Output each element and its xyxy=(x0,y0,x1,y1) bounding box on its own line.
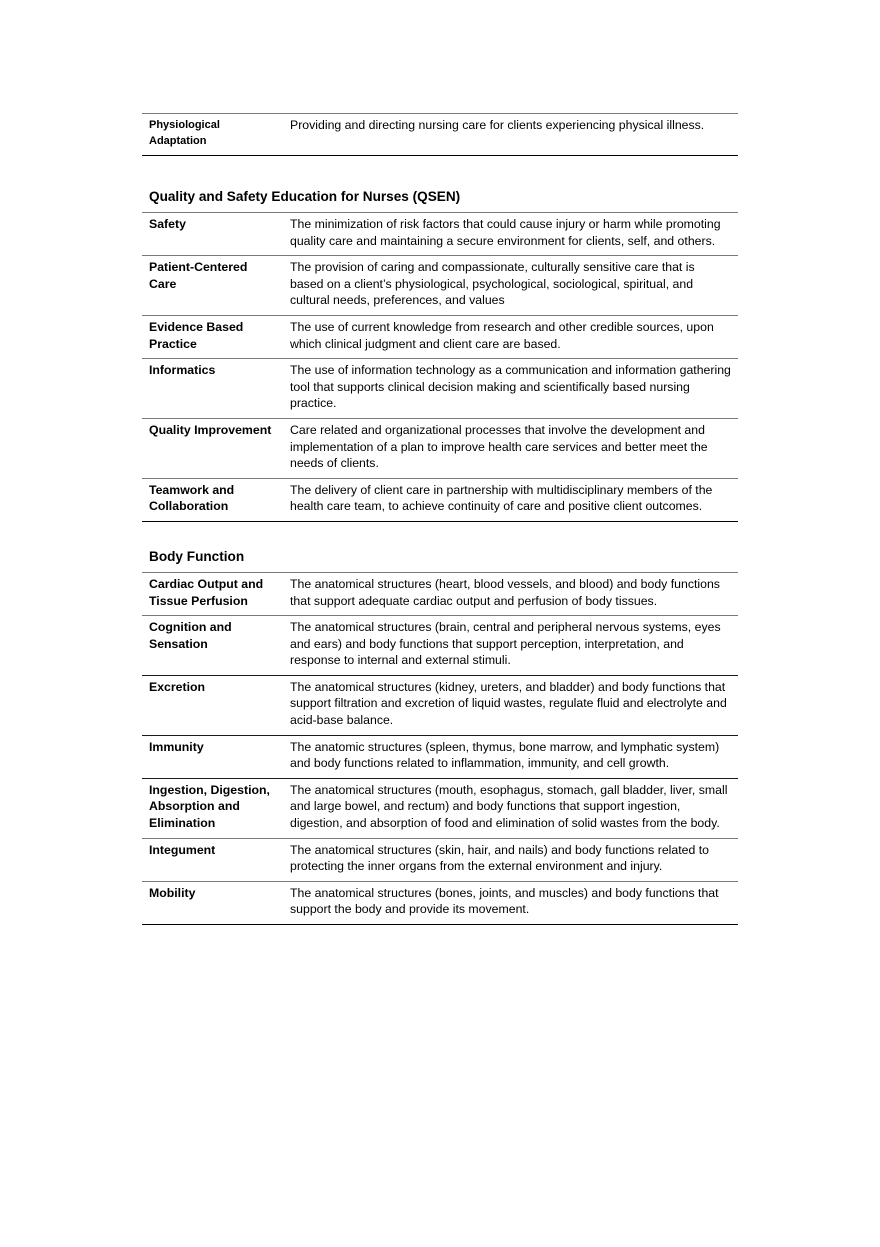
table-row xyxy=(142,675,738,735)
term-cell: Immunity xyxy=(142,735,283,778)
definition-cell: Providing and directing nursing care for clients experiencing physical illness. xyxy=(283,114,738,156)
definition-cell: The use of current knowledge from research and other credible sources, upon which clinical judgment and client care are based. xyxy=(283,315,738,358)
table-row xyxy=(142,616,738,676)
definition-cell: The anatomical structures (kidney, ureters, and bladder) and body functions that support filtration and excretion of liquid wastes, regulate fluid and electrolyte and acid-base balance. xyxy=(283,675,738,735)
definition-cell: The delivery of client care in partnership with multidisciplinary members of the health care team, to achieve continuity of care and positive client outcomes. xyxy=(283,478,738,521)
qsen-section-title: Quality and Safety Education for Nurses (QSEN) xyxy=(149,189,461,204)
term-cell: Integument xyxy=(142,838,283,881)
term-cell: Cardiac Output and Tissue Perfusion xyxy=(142,572,283,615)
term-cell: Safety xyxy=(142,213,283,256)
table-row xyxy=(142,359,738,419)
definition-cell: The anatomical structures (heart, blood vessels, and blood) and body functions that support adequate cardiac output and perfusion of body tissues. xyxy=(283,572,738,615)
definition-cell: Care related and organizational processes that involve the development and implementation of a plan to improve health care services and better meet the needs of clients. xyxy=(283,418,738,478)
term-cell: Mobility xyxy=(142,881,283,924)
document-page xyxy=(142,113,738,925)
definition-cell: The anatomical structures (mouth, esophagus, stomach, gall bladder, liver, small and large bowel, and rectum) and body functions that support ingestion, digestion, and absorption of food and elimination of solid wastes from the body. xyxy=(283,778,738,838)
definition-cell: The anatomical structures (brain, central and peripheral nervous systems, eyes and ears) and body functions that support perception, interpretation, and response to internal and external stimuli. xyxy=(283,616,738,676)
definition-cell: The anatomical structures (skin, hair, and nails) and body functions related to protecting the inner organs from the external environment and injury. xyxy=(283,838,738,881)
term-cell: Excretion xyxy=(142,675,283,735)
term-cell: Patient-Centered Care xyxy=(142,256,283,316)
term-cell: Cognition and Sensation xyxy=(142,616,283,676)
term-cell: Quality Improvement xyxy=(142,418,283,478)
definition-cell: The anatomic structures (spleen, thymus, bone marrow, and lymphatic system) and body functions related to inflammation, immunity, and cell growth. xyxy=(283,735,738,778)
table-row xyxy=(142,114,738,156)
table-row xyxy=(142,315,738,358)
table-row xyxy=(142,778,738,838)
table-row xyxy=(142,838,738,881)
table-row xyxy=(142,256,738,316)
body-function-section-title: Body Function xyxy=(149,548,245,564)
definition-cell: The anatomical structures (bones, joints, and muscles) and body functions that support the body and provide its movement. xyxy=(283,881,738,924)
table-row xyxy=(142,418,738,478)
physiological-adaptation-table xyxy=(142,113,738,156)
term-cell: Teamwork and Collaboration xyxy=(142,478,283,521)
definition-cell: The provision of caring and compassionate, culturally sensitive care that is based on a client’s physiological, psychological, sociological, spiritual, and cultural needs, preferences, and values xyxy=(283,256,738,316)
table-row xyxy=(142,213,738,256)
term-cell: Informatics xyxy=(142,359,283,419)
table-row xyxy=(142,735,738,778)
term-cell: Evidence Based Practice xyxy=(142,315,283,358)
qsen-table xyxy=(142,212,738,522)
table-row xyxy=(142,572,738,615)
term-cell: Ingestion, Digestion, Absorption and Elimination xyxy=(142,778,283,838)
table-row xyxy=(142,478,738,521)
definition-cell: The minimization of risk factors that could cause injury or harm while promoting quality care and maintaining a secure environment for clients, self, and others. xyxy=(283,213,738,256)
body-function-table xyxy=(142,572,738,925)
term-cell: Physiological Adaptation xyxy=(142,114,283,156)
definition-cell: The use of information technology as a communication and information gathering tool that supports clinical decision making and scientifically based nursing practice. xyxy=(283,359,738,419)
table-row xyxy=(142,881,738,924)
